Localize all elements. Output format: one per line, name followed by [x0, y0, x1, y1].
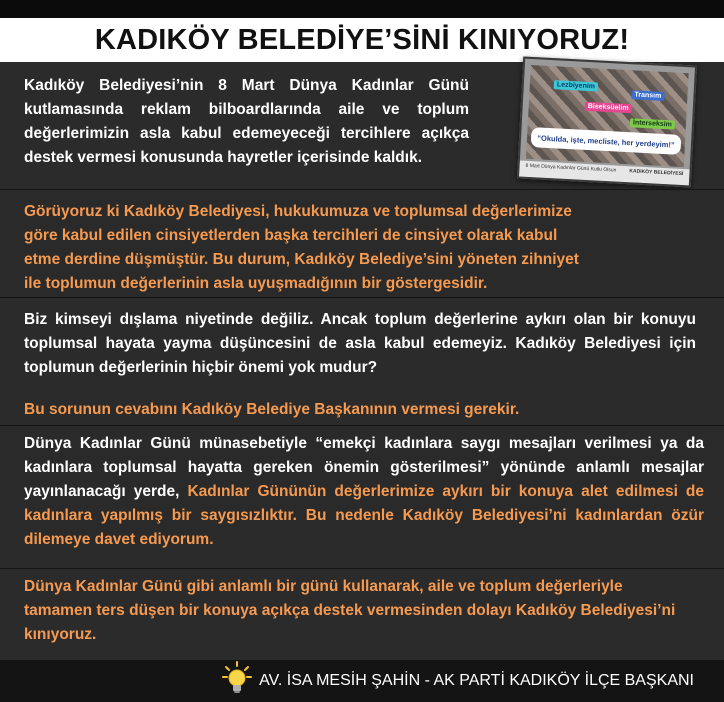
billboard-brand: KADIKÖY BELEDİYESİ [629, 168, 684, 178]
paragraph-answer-request: Bu sorunun cevabını Kadıköy Belediye Başkanının vermesi gerekir. [24, 401, 520, 418]
page-title: KADIKÖY BELEDİYE’SİNİ KINIYORUZ! [94, 23, 630, 56]
billboard-image [517, 57, 697, 188]
footer [0, 660, 724, 702]
billboard-tag-4: İnterseksim [630, 118, 675, 129]
paragraph-intro: Kadıköy Belediyesi’nin 8 Mart Dünya Kadınlar Günü kutlamasında reklam bilboardlarında aile ve toplum değerlerimizin asla kabul edemeyeceği tercihlere açıkça destek vermesi konusunda hayretler içerisinde kaldık. [24, 77, 469, 166]
paragraph-condemnation: Dünya Kadınlar Günü gibi anlamlı bir günü kullanarak, aile ve toplum değerleriyle tamamen ters düşen bir konuya açıkça destek vermesinden dolayı Kadıköy Belediyesi’ni kınıyoruz. [24, 578, 676, 643]
billboard-tag-1: Lezbiyenim [554, 80, 599, 91]
signature: AV. İSA MESİH ŞAHİN - AK PARTİ KADIKÖY İLÇE BAŞKANI [259, 672, 694, 689]
top-strip [0, 0, 724, 18]
billboard-bottom-text: 8 Mart Dünya Kadınlar Günü Kutlu Olsun [525, 162, 617, 174]
paragraph-invitation-orange: Kadınlar Gününün değerlerimize aykırı bir konuya alet edilmesi de kadınlara yapılmış bir saygısızlıktır. Bu nedenle Kadıköy Belediyesi’ni kadınlardan özür dilemeye davet ediyorum. [24, 483, 705, 548]
section-invitation [0, 426, 724, 569]
billboard-tag-2: Transım [631, 90, 664, 101]
section-condemnation [0, 569, 724, 660]
section-question [0, 298, 724, 426]
billboard-tag-3: Biseksüelim [585, 102, 632, 113]
paragraph-question: Biz kimseyi dışlama niyetinde değiliz. Ancak toplum değerlerine aykırı olan bir konuyu toplumsal hayata yayma düşüncesini de asla kabul edemeyiz. Kadıköy Belediyesi için toplumun değerlerinin hiçbir önemi yok mudur? [24, 311, 696, 376]
paragraph-observation: Görüyoruz ki Kadıköy Belediyesi, hukukumuza ve toplumsal değerlerimize göre kabul edilen cinsiyetlerden başka tercihleri de cinsiyet olarak kabul etme derdine düşmüştür. Bu durum, Kadıköy Belediye’sini yöneten zihniyet ile toplumun değerlerinin asla uyuşmadığının bir göstergesidir. [24, 203, 579, 292]
paragraph-invitation [24, 432, 704, 552]
billboard-slogan: “Okulda, işte, mecliste, her yerdeyim!” [531, 127, 682, 155]
paragraph-invitation-white: Dünya Kadınlar Günü münasebetiyle “emekçi kadınlara saygı mesajları verilmesi ya da kadınlara toplumsal hayatta gereken önemin gösterilmesi” yönünde anlamlı mesajlar yayınlanacağı yerde, [24, 435, 704, 500]
section-observation [0, 190, 724, 298]
title-banner [0, 18, 724, 62]
lightbulb-icon [222, 661, 252, 700]
